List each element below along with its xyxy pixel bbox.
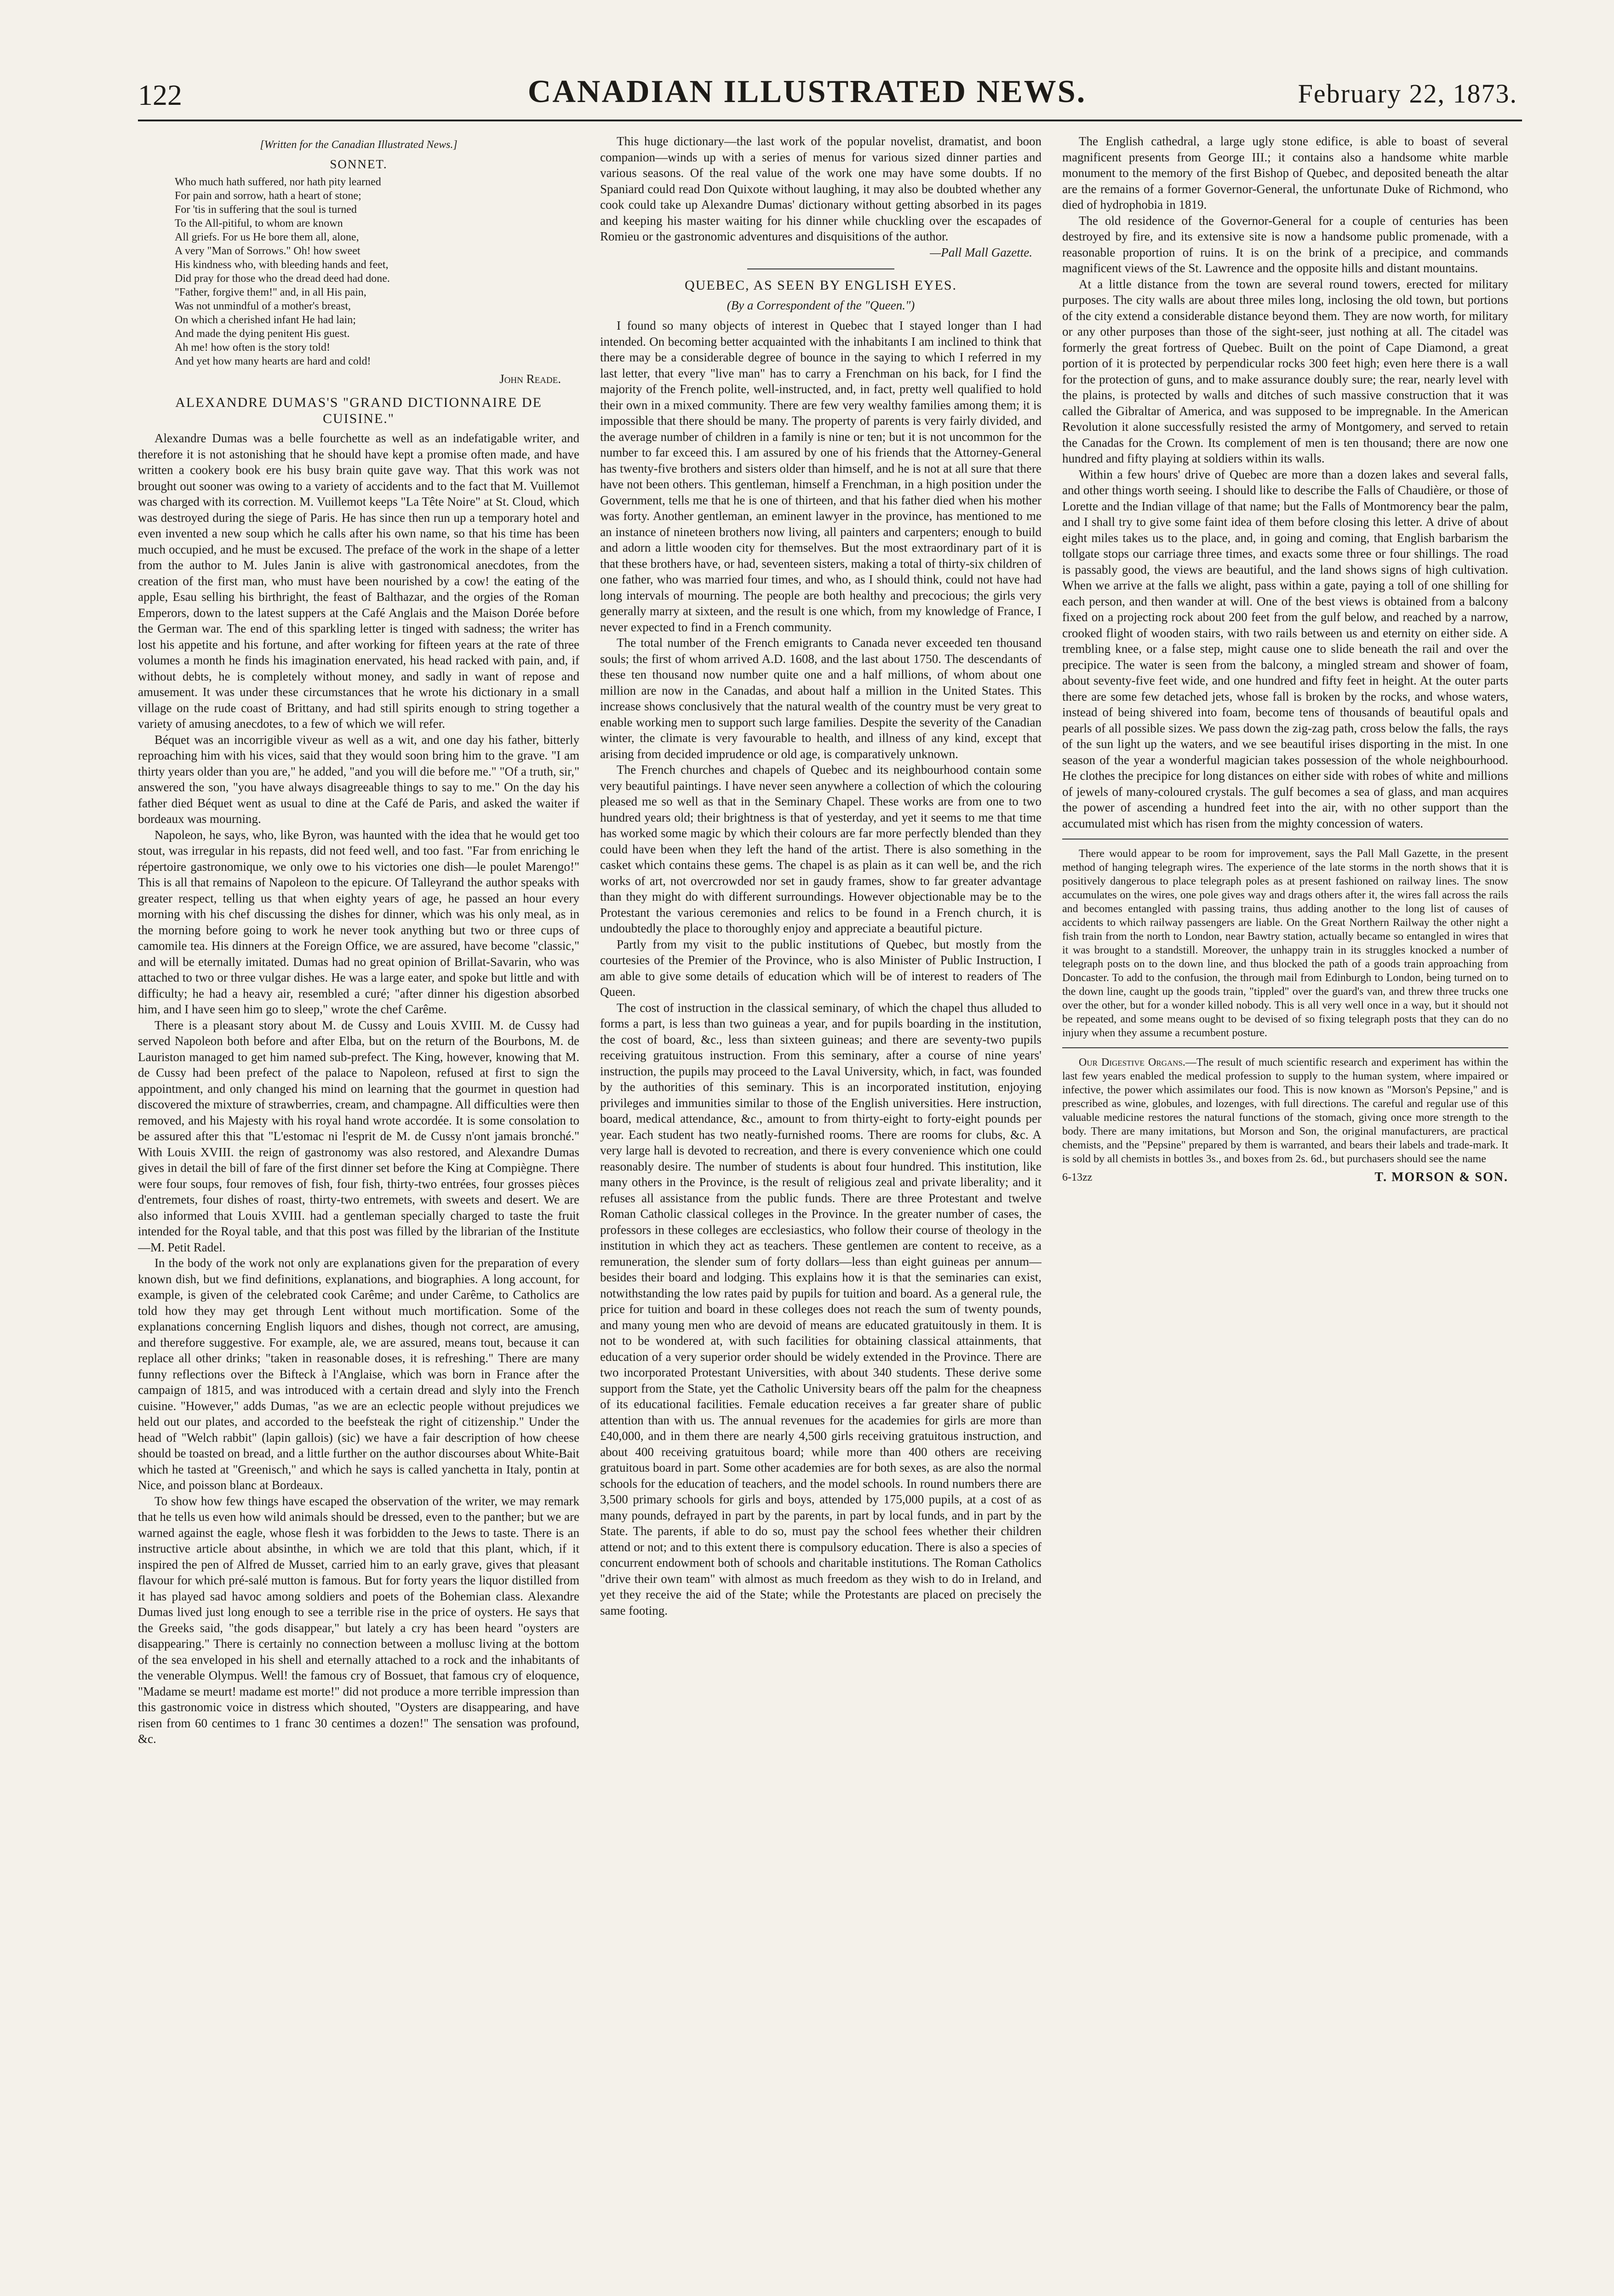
telegraph-note: There would appear to be room for improvement, says the Pall Mall Gazette, in the present method of hanging telegraph wires. The experience of the late storms in the north shows that it is positively dangerous to place telegraph poles as at present fashioned on railway lines. The snow accumulates on the wires, one pole gives way and drags others after it, the wires fall across the rails and becomes entangled with passing trains, thus adding another to the long list of causes of accidents to which railway passengers are liable. On the Great Northern Railway the other night a fish train from the north to London, near Bawtry station, actually became so entangled in wires that it was brought to a standstill. Moreover, the unhappy train in its struggles knocked a number of telegraph posts on to the down line, and thus blocked the path of a goods train approaching from Doncaster. To add to the confusion, the through mail from Edinburgh to London, being turned on to the down line, caught up the goods train, "tippled" over the guard's van, and threw three trucks one over the other, but for a wonder killed nobody. This is all very well once in a way, but it should not be repeated, and some means ought to be devised of so fixing telegraph posts that they can do no injury when they assume a recumbent posture. (1062, 848, 1508, 1039)
section-divider (1062, 839, 1508, 840)
section-divider (1062, 1047, 1508, 1048)
section-divider (747, 268, 894, 269)
quebec-paragraph: The old residence of the Governor-General for a couple of centuries has been destroyed by fire, and its extensive site is now a handsome public promenade, with a reasonable proportion of ruins. It is on the brink of a precipice, and commands magnificent views of the St. Lawrence and the opposite hills and distant mountains. (1062, 213, 1508, 275)
advertisement-code: 6-13zz (1062, 1171, 1093, 1183)
quebec-paragraph: Within a few hours' drive of Quebec are more than a dozen lakes and several falls, and other things worth seeing. I should like to describe the Falls of Chaudière, or those of Lorette and the Indian village of that name; but the Falls of Montmorency bear the palm, and I shall try to give some faint idea of them before closing this letter. A drive of about eight miles takes us to the place, and, in going and coming, that English barbarism the tollgate stops our carriage three times, and exacts some three or four shillings. The road is passably good, the views are beautiful, and the land shows signs of high cultivation. When we arrive at the falls we alight, pass within a gate, paying a toll of one shilling for each person, and then wander at will. One of the best views is obtained from a balcony fixed on a projecting rock about 200 feet from the gulf below, and reached by a narrow, crooked flight of wooden stairs, with two rails between us and eternity on either side. A trembling knee, or a false step, might cause one to slide beneath the rail and over the precipice. The water is seen from the balcony, a mingled stream and shower of foam, about seventy-five feet wide, and one hundred and fifty feet in height. At the outer parts there are some few detached jets, whose fall is broken by the rocks, and whose waters, instead of being shivered into foam, become tens of thousands of beautiful opals and pearls of all possible sizes. We pass down the zig-zag path, cross below the falls, the rays of the sun light up the waters, and we see beautiful irises disporting in the mist. In one season of the year a wonderful magician takes possession of the whole neighbourhood. He clothes the precipice for long distances on either side with robes of white and millions of jewels of many-coloured crystals. The gulf becomes a sea of glass, and man acquires the power of ascending a hundred feet into the air, with no other support than the accumulated mist which has risen from the mighty concession of waters. (1062, 467, 1508, 830)
column-right (1062, 133, 1508, 2193)
header-rule (138, 120, 1522, 121)
advertisement-heading: Our Digestive Organs. (1079, 1057, 1185, 1068)
sonnet-lines: Who much hath suffered, nor hath pity learned For pain and sorrow, hath a heart of stone; For 'tis in suffering that the soul is turned To the All-pitiful, to whom are known All griefs. For us He bore them all, alone, A very "Man of Sorrows." Oh! how sweet His kindness who, with bleeding hands and feet, Did pray for those who the dread deed had done. "Father, forgive them!" and, in all His pain, Was not unmindful of a mother's breast, On which a cherished infant He had lain; And made the dying penitent His guest. Ah me! how often is the story told! And yet how many hearts are hard and cold! (175, 176, 390, 367)
quebec-paragraph: At a little distance from the town are several round towers, erected for military purposes. The city walls are about three miles long, inclosing the old town, but portions of the city extend a considerable distance beyond them. They are now worth, for military or any other purposes than those of the sight-seer, just nothing at all. The citadel was formerly the great fortress of Quebec. Built on the point of Cape Diamond, a great portion of it is protected by perpendicular rocks 300 feet high; even here there is a wall for the protection of guns, and to make assurance doubly sure; the rear, nearly level with the plains, is protected by walls and ditches of such massive construction that it was called the Gibraltar of America, and was supposed to be impregnable. In the American Revolution it alone successfully resisted the army of Montgomery, and served to retain the Canadas for the Crown. Its complement of men is ten thousand; there are now one hundred and fifty playing at soldiers within its walls. (1062, 277, 1508, 465)
advertisement-body: —The result of much scientific research and experiment has within the last few years enabled the medical profession to supply to the human system, where impaired or infective, the power which assimilates our food. This is now known as "Morson's Pepsine," and is prescribed as wine, globules, and lozenges, with full directions. The careful and regular use of this valuable medicine restores the natural functions of the stomach, giving once more strength to the body. There are many imitations, but Morson and Son, the original manufacturers, are practical chemists, and the "Pepsine" prepared by them is warranted, and bears their labels and trade-mark. It is sold by all chemists in bottles 3s., and boxes from 2s. 6d., but purchasers should see the name (1062, 1057, 1508, 1165)
dumas-paragraph: There is a pleasant story about M. de Cussy and Louis XVIII. M. de Cussy had served Napoleon both before and after Elba, but on the return of the Bourbons, M. de Lauriston managed to get him named sub-prefect. The King, however, knowing that M. de Cussy had been prefect of the palace to Napoleon, refused at first to sign the appointment, and only changed his mind on learning that the gourmet in question had discovered the mixture of strawberries, cream, and champagne. All difficulties were then removed, and his Majesty with his royal hand wrote accordée. It is some consolation to be assured after this that "L'estomac ni l'esprit de M. de Cussy n'ont jamais bronché." With Louis XVIII. the reign of gastronomy was also restored, and Alexandre Dumas gives in detail the bill of fare of the first dinner set before the King at Compiègne. There were four soups, four removes of fish, four fish, thirty-two entrées, four grosses pièces d'entremets, four dishes of roast, thirty-two entremets, with sweets and desert. We are also informed that Louis XVIII. had a gentleman specially charged to taste the fruit intended for the Royal table, and that this post was filled by the librarian of the Institute—M. Petit Radel. (138, 1018, 579, 1254)
dumas-paragraph: To show how few things have escaped the observation of the writer, we may remark that he tells us even how wild animals should be dressed, even to the panther; but we are warned against the eagle, whose flesh it was forbidden to the Jews to taste. There is an instructive article about absinthe, in which we are told that this plant, which, if it inspired the pen of Alfred de Musset, carried him to an early grave, gives that pleasant flavour for which pré-salé mutton is famous. But for forty years the liquor distilled from it has played sad havoc among soldiers and poets of the Bohemian class. Alexandre Dumas lived just long enough to see a terrible rise in the price of oysters. He says that the Greeks said, "the gods disappear," but lately a cry has been heard "oysters are disappearing." There is certainly no connection between a mollusc living at the bottom of the sea enveloped in his shell and eternally attached to a rock and the inhabitants of the venerable Olympus. Well! the famous cry of Bossuet, that famous cry of eloquence, "Madame se meurt! madame est morte!" did not produce a more terrible impression than this gastronomic voice in distress which shouted, "Oysters are disappearing, and have risen from 60 centimes to 1 franc 30 centimes a dozen!" The sensation was profound, &c. (138, 1494, 579, 1746)
dumas-paragraph: Alexandre Dumas was a belle fourchette as well as an indefatigable writer, and therefore it is not astonishing that he should have kept a promise often made, and have written a cookery book ere his busy brain quite gave way. That this work was not brought out sooner was owing to a variety of accidents and to the fact that M. Vuillemot was charged with its correction. M. Vuillemot keeps "La Tête Noire" at St. Cloud, which was destroyed during the siege of Paris. He has since then run up a temporary hotel and even invented a new soup which he calls after his own name, so that his time has been much occupied, and he must be excused. The preface of the work in the shape of a letter from the author to M. Jules Janin is alive with gastronomical anecdotes, from the creation of the first man, who must have been nourished by a cow! the eating of the apple, Esau selling his birthright, the feast of Balthazar, and the orgies of the Roman Emperors, down to the latest suppers at the Café Anglais and the Maison Dorée before the German war. The end of this sparkling letter is tinged with sadness; the writer has lost his appetite and his fortune, and after working for fifteen years at the rate of three volumes a month he finds his imagination enervated, his head racked with pain, and, if without debts, he is completely without money, and sadly in want of repose and amusement. It was under these circumstances that he wrote his dictionary in a small village on the rude coast of Brittany, and had still spirits enough to string together a variety of amusing anecdotes, to a few of which we will refer. (138, 431, 579, 731)
dumas-source: —Pall Mall Gazette. (930, 245, 1032, 259)
advertisement-firm: T. MORSON & SON. (1374, 1170, 1508, 1184)
dumas-title: ALEXANDRE DUMAS'S "GRAND DICTIONNAIRE DE CUISINE." (175, 395, 542, 426)
dumas-paragraph: In the body of the work not only are explanations given for the preparation of every known dish, but we find definitions, explanations, and biographies. A long account, for example, is given of the celebrated cook Carême; and under Carême, to Catholics are told how they may get through Lent without much mortification. Some of the explanations concerning English liquors and dishes, though not correct, are amusing, and therefore suggestive. For example, ale, we are assured, means tout, because it can replace all other drinks; "taken in reasonable doses, it is refreshing." There are many funny reflections over the Bifteck à l'Anglaise, which was born in France after the campaign of 1815, and was introduced with a certain dread and slyly into the French cuisine. "However," adds Dumas, "as we are an eclectic people without prejudices we held out our plates, and accorded to the beefsteak the right of citizenship." Under the head of "Welch rabbit" (lapin gallois) (sic) we have a fair description of how cheese should be toasted on bread, and a little further on the author discourses about White-Bait which he tasted at "Greenisch," and which he says is called yanchetta in Italy, pontin at Nice, and poisson blanc at Bordeaux. (138, 1256, 579, 1492)
quebec-paragraph: Partly from my visit to the public institutions of Quebec, but mostly from the courtesies of the Premier of the Province, who is also Minister of Public Instruction, I am able to give some details of education which will be of interest to readers of The Queen. (600, 937, 1042, 999)
quebec-paragraph: The cost of instruction in the classical seminary, of which the chapel thus alluded to forms a part, is less than two guineas a year, and for pupils boarding in the institution, the cost of board, &c., less than sixteen guineas; and there are seventy-two pupils receiving gratuitous instruction. From this seminary, after a course of nine years' instruction, the pupils may proceed to the Laval University, which, in fact, was founded by the authorities of this seminary. This is an incorporated institution, enjoying privileges and immunities similar to those of the English universities. Here instruction, board, medical attendance, &c., amount to from thirty-eight to forty-eight pounds per year. Each student has two neatly-furnished rooms. There are rooms for clubs, &c. A very large hall is devoted to recreation, and there is every convenience which one could reasonably desire. The number of students is about four hundred. This institution, like many others in the Province, is the result of religious zeal and private liberality; and it refuses all assistance from the public funds. There are three Protestant and twelve Roman Catholic classical colleges in the Province. In the greater number of cases, the professors in these colleges are ecclesiastics, who follow their course of theology in the institution in which they act as teachers. These gentlemen are content to receive, as a remuneration, the slender sum of forty dollars—less than eight guineas per annum—besides their board and lodging. This explains how it is that the seminaries can exist, notwithstanding the low rates paid by pupils for tuition and board. As a general rule, the price for tuition and board in these colleges does not reach the sum of twenty pounds, and many young men who are devoid of means are educated gratuitously in them. It is not to be wondered at, with such facilities for obtaining classical attainments, that education of a very superior order should be widely extended in the Province. There are two incorporated Protestant Universities, with about 340 students. These derive some support from the State, yet the Catholic University bears off the palm for the cheapness of its educational facilities. Female education receives a far greater share of public attention than with us. The annual revenues for the academies for girls are more than £40,000, and in them there are nearly 4,500 girls receiving gratuitous instruction, and about 400 receiving gratuitous board; while more than 400 others are receiving gratuitous board in part. Some other academies are for both sexes, as are also the normal schools for the education of teachers, and the model schools. In round numbers there are 3,500 primary schools for girls and boys, attended by 175,000 pupils, at a cost of as many pounds, defrayed in part by the parents, in part by local funds, and in part by the State. The parents, if able to do so, must pay the school fees whether their children attend or not; and to this extent there is compulsory education. There is also a species of concurrent endowment both of schools and charitable institutions. The Roman Catholics "drive their own team" with almost as much freedom as they wish to do in Ireland, and yet they receive the aid of the State; while the Protestants are placed on precisely the same footing. (600, 1000, 1042, 1617)
masthead: CANADIAN ILLUSTRATED NEWS. (527, 74, 1087, 109)
dumas-paragraph: Béquet was an incorrigible viveur as well as a wit, and one day his father, bitterly reproaching him with his vices, said that they would soon bring him to the grave. "I am thirty years older than you are," he added, "and you will die before me." "Of a truth, sir," answered the son, "you have always disagreeable things to say to me." On the day his father died Béquet went as usual to dine at the Café de Paris, and asked the waiter if bordeaux was mourning. (138, 732, 579, 826)
page-number: 122 (138, 79, 182, 111)
advertisement-footer (1062, 1170, 1508, 1186)
sonnet-author: John Reade. (499, 371, 561, 386)
dumas-paragraph: Napoleon, he says, who, like Byron, was haunted with the idea that he would get too stout, was irregular in his repasts, did not feed well, and too fast. "Far from enriching le répertoire gastronomique, we only owe to his victories one dish—le poulet Marengo!" This is all that remains of Napoleon to the epicure. Of Talleyrand the author speaks with greater respect, telling us that when eighty years of age, he passed an hour every morning with his chef discussing the dishes for dinner, which was his only meal, as in the morning before going to work he never took anything but two or three cups of camomile tea. His dinners at the Foreign Office, we are assured, have become "classic," and will be eternally imitated. Dumas had no great opinion of Brillat-Savarin, who was attached to two or three vulgar dishes. He was a large eater, and spoke but little and with difficulty; he had a heavy air, resembled a curé; "after dinner his digestion absorbed him, and I have seen him go to sleep," wrote the chef Carême. (138, 828, 579, 1016)
quebec-title: QUEBEC, AS SEEN BY ENGLISH EYES. (684, 278, 957, 293)
advertisement-text (1062, 1056, 1508, 1166)
column-middle (600, 133, 1042, 2193)
quebec-paragraph: The total number of the French emigrants to Canada never exceeded ten thousand souls; the first of whom arrived A.D. 1608, and the last about 1750. The descendants of these ten thousand now number quite one and a half millions, of whom about one million are now in the Canadas, and about half a million in the United States. This increase shows conclusively that the natural wealth of the country must be very great to enable working men to support such large families. Despite the severity of the Canadian winter, the climate is very favourable to health, and illness of any kind, except that arising from decided imprudence or old age, is comparatively unknown. (600, 636, 1042, 761)
quebec-paragraph: I found so many objects of interest in Quebec that I stayed longer than I had intended. On becoming better acquainted with the inhabitants I am inclined to think that there may be a considerable degree of bounce in the saying to which I referred in my last letter, that every "live man" has to carry a Frenchman on his back, for I find the majority of the French polite, well-instructed, and, in fact, pretty well qualified to hold their own in a mixed community. There are few very wealthy families among them; it is impossible that there should be many. The property of parents is very fairly divided, and the average number of children in a family is nine or ten; but it is not uncommon for the number to far exceed this. I am assured by one of his friends that the Attorney-General has twenty-five brothers and sisters older than himself, and he is not at all sure that there have not been others. This gentleman, himself a Frenchman, in a high position under the Government, tells me that he is one of thirteen, and that his father died when his mother was forty. Another gentleman, an eminent lawyer in the province, has mentioned to me an instance of nineteen brothers now living, all painters and carpenters; enough to build and adorn a little wooden city for themselves. But the most extraordinary part of it is that these brothers have, or had, seventeen sisters, making a total of thirty-six children of one father, who was married four times, and who, as I should think, could not have had long intervals of mourning. The people are both healthy and precocious; the girls very generally marry at sixteen, and the result is one which, from my knowledge of France, I never expected to find in a French community. (600, 319, 1042, 634)
column-left (138, 133, 579, 2193)
sonnet-title: SONNET. (330, 157, 388, 171)
issue-date: February 22, 1873. (1298, 79, 1517, 109)
quebec-paragraph: The French churches and chapels of Quebec and its neighbourhood contain some very beautiful paintings. I have never seen anywhere a collection of which the colouring pleased me so well as that in the Seminary Chapel. These works are from one to two hundred years old; their brightness is that of yesterday, and yet it seems to me that time has worked some magic by which their colours are far more perfectly blended than they could have been when they left the hand of the artist. There is also something in the casket which contains these gems. The chapel is as plain as it can well be, and the rich works of art, not overcrowded nor set in gaudy frames, show to far greater advantage than they might do with different surroundings. However objectionable may be to the Protestant the various ceremonies and relics to be found in a French church, it is undoubtedly the place to thoroughly enjoy and appreciate a beautiful picture. (600, 763, 1042, 935)
quebec-paragraph: The English cathedral, a large ugly stone edifice, is able to boast of several magnificent presents from George III.; it contains also a handsome white marble monument to the memory of the first Bishop of Quebec, and deposited beneath the altar are the remains of a former Governor-General, the unfortunate Duke of Richmond, who died of hydrophobia in 1819. (1062, 134, 1508, 211)
dumas-paragraph: This huge dictionary—the last work of the popular novelist, dramatist, and boon companion—winds up with a series of menus for various sized dinner parties and various seasons. Of the real value of the work one may have some doubts. If no Spaniard could read Don Quixote without laughing, it may also be doubted whether any cook could take up Alexandre Dumas' dictionary without getting absorbed in its pages and keeping his master waiting for his dinner while chuckling over the escapades of Romieu or the gastronomic adventures and disquisitions of the author. (600, 134, 1042, 243)
quebec-subtitle: (By a Correspondent of the "Queen.") (727, 298, 915, 312)
sonnet-credit: [Written for the Canadian Illustrated News.] (260, 139, 458, 151)
